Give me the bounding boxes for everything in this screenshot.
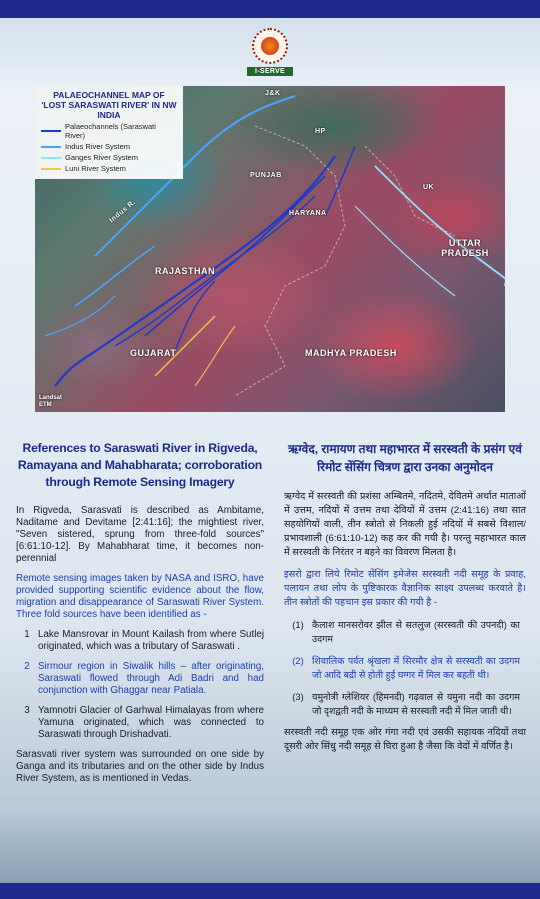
list-number: 3 — [24, 705, 30, 716]
legend-item — [41, 153, 177, 162]
legend-swatch — [41, 157, 61, 159]
iserve-logo — [247, 28, 293, 82]
legend-swatch — [41, 168, 61, 170]
english-column — [16, 440, 264, 793]
map-label-uttar-pradesh: UTTAR PRADESH — [441, 238, 489, 258]
map-label-rajasthan: RAJASTHAN — [155, 266, 216, 276]
list-item — [284, 690, 526, 718]
list-text: शिवालिक पर्वत श्रृंखला में सिरमौर क्षेत्र से सरस्वती का उदगम जो आदि बद्री से होती हुई घग्गर में मिल कर बहती थी। — [312, 655, 520, 680]
legend-label: Palaeochannels (Saraswati River) — [65, 122, 156, 140]
list-text: Yamnotri Glacier of Garhwal Himalayas from where Yamuna originated, which was connected to Saraswati through Drishadvati. — [38, 705, 264, 740]
map-label-jk: J&K — [265, 90, 281, 97]
palaeochannel-map — [35, 86, 505, 412]
map-label-uk: UK — [423, 184, 435, 191]
map-source: Landsat ETM — [39, 395, 63, 408]
map-label-indus: Indus R. — [108, 198, 138, 225]
list-text: Lake Mansrovar in Mount Kailash from where Sutlej originated, which was a tributary of Saraswati . — [38, 629, 264, 652]
bottom-band — [0, 883, 540, 899]
english-paragraph-3: Sarasvati river system was surrounded on one side by Ganga and its tributaries and on the other side by Indus River System, as is mentioned in Vedas. — [16, 749, 264, 784]
map-title: PALAEOCHANNEL MAP OF 'LOST SARASWATI RIVER' IN NW INDIA — [41, 90, 177, 120]
map-label-punjab: PUNJAB — [250, 172, 282, 179]
english-heading: References to Saraswati River in Rigveda, Ramayana and Mahabharata; corroboration through Remote Sensing Imagery — [17, 441, 263, 489]
list-item — [16, 705, 264, 741]
map-label-madhya-pradesh: MADHYA PRADESH — [305, 348, 397, 358]
logo-emblem-icon — [252, 28, 288, 64]
top-band — [0, 0, 540, 18]
legend-item — [41, 164, 177, 173]
legend-label: Indus River System — [65, 142, 131, 151]
list-item — [284, 654, 526, 682]
list-text: कैलाश मानसरोवर झील से सतलुज (सरस्वती की उपनदी) का उदगम — [312, 619, 520, 644]
legend-item — [41, 142, 177, 151]
map-label-haryana: HARYANA — [289, 210, 327, 217]
legend-item — [41, 122, 177, 140]
map-label-hp: HP — [315, 128, 326, 135]
list-number: (3) — [292, 691, 304, 702]
hindi-heading: ऋग्वेद, रामायण तथा महाभारत में सरस्वती के प्रसंग एवं रिमोट सेंसिंग चित्रण द्वारा उनका अनुमोदन — [288, 442, 522, 474]
legend-swatch — [41, 146, 61, 148]
list-item — [16, 661, 264, 697]
list-number: (1) — [292, 619, 304, 630]
english-source-list — [16, 629, 264, 741]
map-label-gujarat: GUJARAT — [130, 348, 177, 358]
map-legend — [35, 86, 183, 179]
english-paragraph-1: In Rigveda, Sarasvati is described as Ambitame, Naditame and Devitame [2:41:16]; the mightiest river, "Seven sistered, sprung from three-fold sources" [6:61:10-12]. By Mahabharat time, it becomes non-perennial — [16, 505, 264, 564]
hindi-paragraph-3: सरस्वती नदी समूह एक ओर गंगा नदी एवं उसकी सहायक नदियों तथा दूसरी ओर सिंधु नदी समूह से घिरा हुआ है जैसा कि वेदों में वर्णित है। — [284, 727, 526, 752]
list-text: यमुनोत्री ग्लेशियर (हिमनदी) गढ़वाल से यमुना नदी का उदगम जो दृशद्वती नदी के माध्यम से सरस्वती नदी में मिल जाती थी। — [312, 691, 520, 716]
hindi-paragraph-1: ऋग्वेद में सरस्वती की प्रशंसा अम्बितमे, नदितमे, देवितमे अर्थात माताओं में उत्तम, नदियों में उत्तम तथा देवियों में उत्तम (2:41:16) तथा सात सहयोगियों वाली, तीन स्त्रोतो से निकली हुई नदियों में सबसे विशाल/प्रभावशाली (6:61:10-12) कह कर की गयी है। परन्तु महाभारत काल में सरस्वती के निरंतर न बहने का विवरण मिलता है। — [284, 491, 526, 558]
legend-label: Ganges River System — [65, 153, 138, 162]
legend-swatch — [41, 130, 61, 132]
legend-label: Luni River System — [65, 164, 126, 173]
list-number: 1 — [24, 629, 30, 640]
list-number: (2) — [292, 655, 304, 666]
hindi-paragraph-2: इसरो द्वारा लिये रिमोट सेंसिंग इमेजेस सरस्वती नदी समूह के प्रवाह, पलायन तथा लोप के पुष्टिकारक वैज्ञानिक साक्ष्य उपलब्ध करवाते है। तीन स्त्रोतों की पहचान इस प्रकार की गयी है - — [284, 569, 526, 608]
hindi-column — [284, 440, 526, 762]
english-paragraph-2: Remote sensing images taken by NASA and ISRO, have provided supporting scientific evidence about the flow, migration and disappearance of Saraswati River System. Three fold sources have been identified as - — [16, 573, 264, 620]
list-item — [16, 629, 264, 653]
list-number: 2 — [24, 661, 30, 672]
hindi-source-list — [284, 618, 526, 718]
list-item — [284, 618, 526, 646]
list-text: Sirmour region in Siwalik hills – after originating, Saraswati flowed through Adi Badri and had conjunction with Ghaggar near Patiala. — [38, 661, 264, 696]
logo-text: I-SERVE — [247, 67, 293, 76]
